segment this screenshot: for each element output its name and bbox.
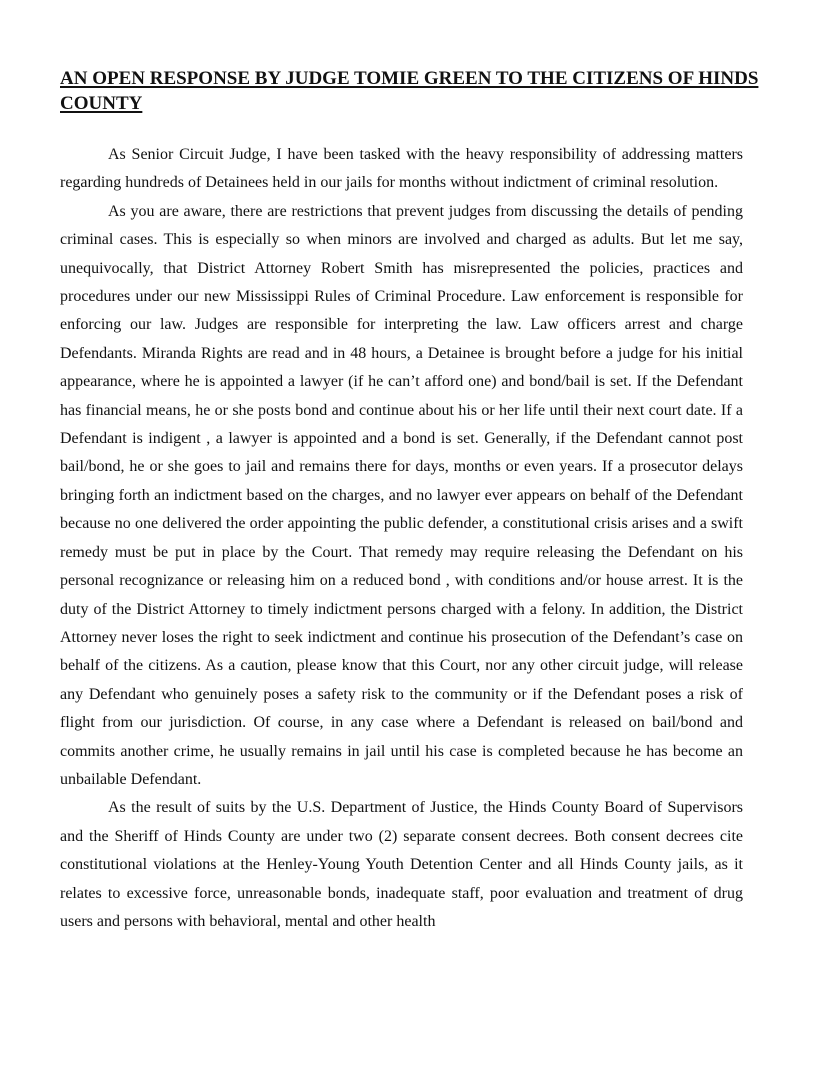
paragraph-3: As the result of suits by the U.S. Department of Justice, the Hinds County Board of Supervisors and the Sheriff of Hinds County are under two (2) separate consent decrees. Both consent decrees cite constitutional violations at the Henley-Young Youth Detention Center and all Hinds County jails, as it relates to excessive force, unreasonable bonds, inadequate staff, poor evaluation and treatment of drug users and persons with behavioral, mental and other health <box>60 799 743 930</box>
document-body <box>60 141 743 936</box>
document-title: AN OPEN RESPONSE BY JUDGE TOMIE GREEN TO THE CITIZENS OF HINDS COUNTY <box>60 68 759 114</box>
paragraph-1: As Senior Circuit Judge, I have been tasked with the heavy responsibility of addressing matters regarding hundreds of Detainees held in our jails for months without indictment of criminal resolution. <box>60 146 743 192</box>
paragraph-2: As you are aware, there are restrictions that prevent judges from discussing the details of pending criminal cases. This is especially so when minors are involved and charged as adults. But let me say, unequivocally, that District Attorney Robert Smith has misrepresented the policies, practices and procedures under our new Mississippi Rules of Criminal Procedure. Law enforcement is responsible for enforcing our law. Judges are responsible for interpreting the law. Law officers arrest and charge Defendants. Miranda Rights are read and in 48 hours, a Detainee is brought before a judge for his initial appearance, where he is appointed a lawyer (if he can’t afford one) and bond/bail is set. If the Defendant has financial means, he or she posts bond and continue about his or her life until their next court date. If a Defendant is indigent , a lawyer is appointed and a bond is set. Generally, if the Defendant cannot post bail/bond, he or she goes to jail and remains there for days, months or even years. If a prosecutor delays bringing forth an indictment based on the charges, and no lawyer ever appears on behalf of the Defendant because no one delivered the order appointing the public defender, a constitutional crisis arises and a swift remedy must be put in place by the Court. That remedy may require releasing the Defendant on his personal recognizance or releasing him on a reduced bond , with conditions and/or house arrest. It is the duty of the District Attorney to timely indictment persons charged with a felony. In addition, the District Attorney never loses the right to seek indictment and continue his prosecution of the Defendant’s case on behalf of the citizens. As a caution, please know that this Court, nor any other circuit judge, will release any Defendant who genuinely poses a safety risk to the community or if the Defendant poses a risk of flight from our jurisdiction. Of course, in any case where a Defendant is released on bail/bond and commits another crime, he usually remains in jail until his case is completed because he has become an unbailable Defendant. <box>60 202 743 788</box>
